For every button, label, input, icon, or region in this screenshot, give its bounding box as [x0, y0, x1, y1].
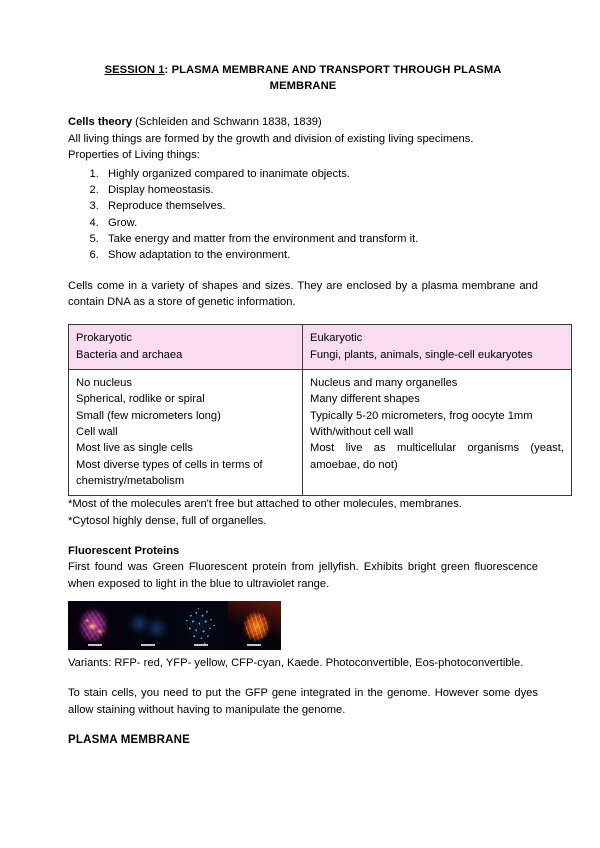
- eukaryotic-title: Eukaryotic: [310, 332, 363, 345]
- list-item: 2. Display homeostasis.: [102, 182, 538, 198]
- prokaryotic-features-cell: [69, 369, 303, 495]
- list-item: 4. Grow.: [102, 215, 538, 231]
- table-row: [69, 369, 572, 495]
- scale-bar: [88, 644, 102, 646]
- prokaryotic-title: Prokaryotic: [76, 332, 132, 345]
- cyan-puncta-panel: [175, 601, 228, 650]
- list-item: 5. Take energy and matter from the environment and transform it.: [102, 231, 538, 247]
- note-line: *Cytosol highly dense, full of organelles.: [68, 514, 267, 527]
- feature-line: Cell wall: [76, 425, 118, 438]
- properties-list: [68, 166, 538, 264]
- list-item: 6. Show adaptation to the environment.: [102, 247, 538, 263]
- table-header-row: [69, 325, 572, 370]
- magenta-orange-cell-panel: [68, 601, 121, 650]
- cells-theory-intro: All living things are formed by the growth and division of existing living specimens.: [68, 132, 474, 145]
- cells-theory-section: [68, 114, 538, 263]
- cell-shapes-paragraph: Cells come in a variety of shapes and sizes. They are enclosed by a plasma membrane and contain DNA as a store of genetic information.: [68, 279, 538, 308]
- cells-theory-heading-bold: Cells theory: [68, 116, 133, 129]
- cells-theory-heading: [68, 114, 538, 130]
- feature-line: Spherical, rodlike or spiral: [76, 393, 205, 406]
- cells-theory-heading-rest: (Schleiden and Schwann 1838, 1839): [132, 116, 322, 129]
- fluorescence-micrograph-figure: [68, 601, 281, 650]
- blue-cells-green-puncta-panel: [121, 601, 174, 650]
- eukaryotic-features-cell: [303, 369, 572, 495]
- table-header-prokaryotic: [69, 325, 303, 370]
- fluorescent-proteins-heading: Fluorescent Proteins: [68, 545, 180, 558]
- variants-paragraph: Variants: RFP- red, YFP- yellow, CFP-cyan, Kaede. Photoconvertible, Eos-photoconvertible.: [68, 657, 524, 670]
- prokaryote-eukaryote-table: [68, 324, 572, 496]
- prokaryotic-subtitle: Bacteria and archaea: [76, 348, 183, 361]
- properties-label: Properties of Living things:: [68, 149, 200, 162]
- note-line: *Most of the molecules aren't free but attached to other molecules, membranes.: [68, 498, 462, 511]
- feature-line: Nucleus and many organelles: [310, 376, 458, 389]
- feature-line: Most diverse types of cells in terms of chemistry/metabolism: [76, 458, 263, 487]
- staining-paragraph: To stain cells, you need to put the GFP gene integrated in the genome. However some dyes allow staining without having to manipulate the genome.: [68, 687, 538, 716]
- feature-line: With/without cell wall: [310, 425, 414, 438]
- feature-line: Many different shapes: [310, 393, 420, 406]
- feature-line: Typically 5-20 micrometers, frog oocyte 1mm: [310, 409, 533, 422]
- scale-bar: [194, 644, 208, 646]
- feature-line: Small (few micrometers long): [76, 409, 221, 422]
- eukaryotic-subtitle: Fungi, plants, animals, single-cell eukaryotes: [310, 348, 533, 361]
- scale-bar: [141, 644, 155, 646]
- page-title-rest: : PLASMA MEMBRANE AND TRANSPORT THROUGH PLASMA MEMBRANE: [164, 64, 502, 93]
- list-item: 3. Reproduce themselves.: [102, 198, 538, 214]
- scale-bar: [247, 644, 261, 646]
- page-title-session: SESSION 1: [104, 64, 165, 76]
- table-header-eukaryotic: [303, 325, 572, 370]
- feature-line: Most live as multicellular organisms (yeast, amoebae, do not): [310, 442, 564, 471]
- feature-line: Most live as single cells: [76, 442, 193, 455]
- orange-red-cell-panel: [228, 601, 281, 650]
- list-item: 1. Highly organized compared to inanimate objects.: [102, 166, 538, 182]
- plasma-membrane-heading: PLASMA MEMBRANE: [68, 734, 191, 747]
- page-title: [78, 62, 528, 94]
- fluorescent-proteins-paragraph: First found was Green Fluorescent protein from jellyfish. Exhibits bright green fluorescence when exposed to light in the blue to ultraviolet range.: [68, 561, 538, 590]
- feature-line: No nucleus: [76, 376, 132, 389]
